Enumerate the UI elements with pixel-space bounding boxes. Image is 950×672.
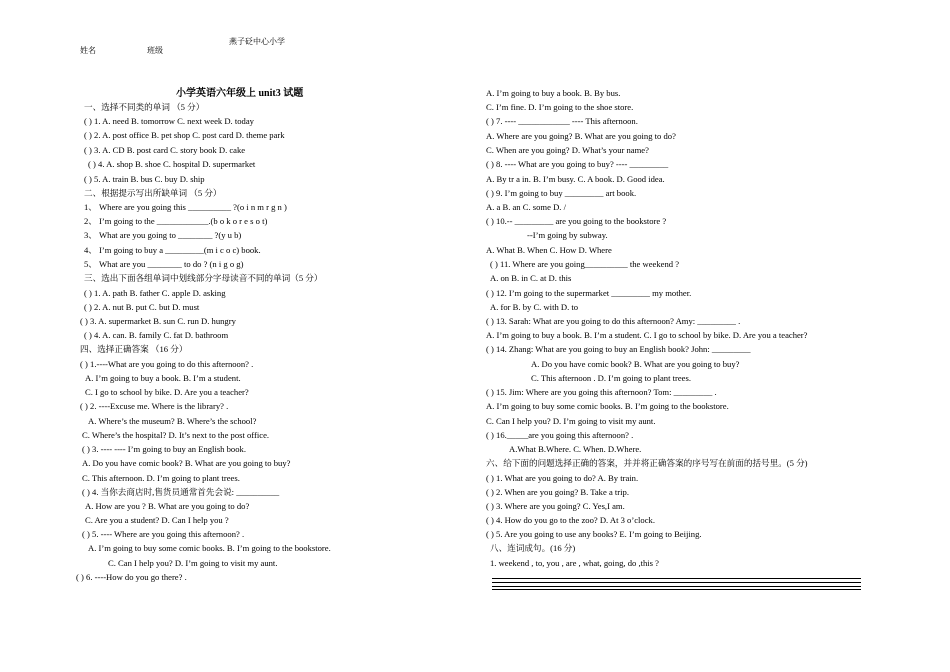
option-line: A. a B. an C. some D. /	[486, 202, 566, 212]
section-4-heading: 四、选择正确答案 （16 分）	[80, 344, 188, 354]
class-label: 班级	[147, 46, 163, 55]
section-1-heading: 一、选择不同类的单词 （5 分）	[84, 102, 205, 112]
answer-rule	[492, 578, 861, 579]
section-3-heading: 三、选出下面各组单词中划线部分字母读音不同的单词（5 分）	[84, 273, 323, 283]
section-8-heading: 八、连词成句。(16 分)	[490, 543, 576, 553]
question-line: ( ) 14. Zhang: What are you going to buy an English book? John: _________	[486, 344, 751, 354]
option-line: A. on B. in C. at D. this	[490, 273, 572, 283]
question-line: ( ) 13. Sarah: What are you going to do this afternoon? Amy: _________ .	[486, 316, 741, 326]
match-line: ( ) 5. Are you going to use any books? E. I’m going to Beijing.	[486, 529, 702, 539]
page-title: 小学英语六年级上 unit3 试题	[176, 88, 304, 99]
answer-rule	[492, 586, 861, 587]
match-line: ( ) 4. How do you go to the zoo? D. At 3 o’clock.	[486, 515, 655, 525]
option-line: C. This afternoon . D. I’m going to plant trees.	[531, 373, 691, 383]
question-line: ( ) 2. A. post office B. pet shop C. post card D. theme park	[84, 130, 285, 140]
question-line: ( ) 5. ---- Where are you going this afternoon? .	[82, 529, 245, 539]
answer-rule	[492, 589, 861, 590]
option-line: C. Can I help you? D. I’m going to visit my aunt.	[486, 416, 656, 426]
answer-rule	[492, 582, 861, 583]
question-line: ( ) 3. A. CD B. post card C. story book D. cake	[84, 145, 246, 155]
question-line: ( ) 1. A. path B. father C. apple D. asking	[84, 288, 226, 298]
question-line: ( ) 3. A. supermarket B. sun C. run D. hungry	[80, 316, 236, 326]
question-line: ( ) 16._____are you going this afternoon? .	[486, 430, 634, 440]
option-line: C. I go to school by bike. D. Are you a teacher?	[85, 387, 249, 397]
option-line: C. Are you a student? D. Can I help you ?	[85, 515, 229, 525]
question-line: 4、 I’m going to buy a _________(m i c o c) book.	[84, 245, 261, 255]
section-6-heading: 六、给下面的问题选择正确的答案，并并将正确答案的序号写在前面的括号里。(5 分)	[486, 458, 808, 468]
question-line: ( ) 2. ----Excuse me. Where is the library? .	[80, 401, 229, 411]
match-line: ( ) 2. When are you going? B. Take a trip.	[486, 487, 629, 497]
option-line: C. Where’s the hospital? D. It’s next to the post office.	[82, 430, 270, 440]
question-line: 2、 I’m going to the ____________.(b o k o r e s o t)	[84, 216, 268, 226]
answer-line: --I’m going by subway.	[527, 230, 608, 240]
question-line: ( ) 1.----What are you going to do this afternoon? .	[80, 359, 254, 369]
question-line: ( ) 8. ---- What are you going to buy? ---- _________	[486, 159, 669, 169]
option-line: A. How are you ? B. What are you going to do?	[85, 501, 250, 511]
question-line: ( ) 4. 当你去商店时,售货员通常首先会说: __________	[82, 487, 280, 497]
question-line: ( ) 4. A. shop B. shoe C. hospital D. supermarket	[88, 159, 256, 169]
match-line: ( ) 1. What are you going to do? A. By train.	[486, 473, 639, 483]
question-line: ( ) 15. Jim: Where are you going this afternoon? Tom: _________ .	[486, 387, 717, 397]
option-line: A. Do you have comic book? B. What are you going to buy?	[531, 359, 740, 369]
question-line: ( ) 7. ---- ____________ ---- This afternoon.	[486, 116, 638, 126]
question-line: 1、 Where are you going this __________ ?(o i n m r g n )	[84, 202, 287, 212]
question-line: ( ) 1. A. need B. tomorrow C. next week D. today	[84, 116, 254, 126]
option-line: A. I’m going to buy a book. B. By bus.	[486, 88, 621, 98]
question-line: ( ) 6. ----How do you go there? .	[76, 572, 187, 582]
question-line: ( ) 2. A. nut B. put C. but D. must	[84, 302, 200, 312]
question-line: 1. weekend , to, you , are , what, going, do ,this ?	[490, 558, 659, 568]
option-line: A. I’m going to buy some comic books. B. I’m going to the bookstore.	[486, 401, 729, 411]
section-2-heading: 二、根据提示写出所缺单词 （5 分）	[84, 188, 222, 198]
option-line: A.What B.Where. C. When. D.Where.	[509, 444, 642, 454]
option-line: A. I’m going to buy a book. B. I’m a student. C. I go to school by bike. D. Are you a teacher?	[486, 330, 808, 340]
school-name: 燕子砭中心小学	[229, 37, 285, 46]
option-line: A. By tr a in. B. I’m busy. C. A book. D. Good idea.	[486, 174, 665, 184]
option-line: C. Can I help you? D. I’m going to visit my aunt.	[108, 558, 278, 568]
question-line: ( ) 12. I’m going to the supermarket _________ my mother.	[486, 288, 692, 298]
question-line: ( ) 4. A. can. B. family C. fat D. bathroom	[84, 330, 229, 340]
option-line: C. I’m fine. D. I’m going to the shoe store.	[486, 102, 634, 112]
question-line: ( ) 5. A. train B. bus C. buy D. ship	[84, 174, 205, 184]
option-line: A. I’m going to buy some comic books. B. I’m going to the bookstore.	[88, 543, 331, 553]
option-line: A. I’m going to buy a book. B. I’m a student.	[85, 373, 241, 383]
question-line: ( ) 3. ---- ---- I’m going to buy an English book.	[82, 444, 246, 454]
question-line: ( ) 11. Where are you going__________ the weekend ?	[490, 259, 680, 269]
option-line: A. Do you have comic book? B. What are you going to buy?	[82, 458, 291, 468]
option-line: A. Where are you going? B. What are you going to do?	[486, 131, 676, 141]
question-line: 3、 What are you going to ________ ?(y u b)	[84, 230, 242, 240]
option-line: C. This afternoon. D. I’m going to plant trees.	[82, 473, 240, 483]
option-line: A. What B. When C. How D. Where	[486, 245, 612, 255]
match-line: ( ) 3. Where are you going? C. Yes,I am.	[486, 501, 625, 511]
name-label: 姓名	[80, 46, 96, 55]
option-line: A. Where’s the museum? B. Where’s the school?	[88, 416, 257, 426]
question-line: ( ) 10.-- _________ are you going to the bookstore ?	[486, 216, 667, 226]
option-line: A. for B. by C. with D. to	[490, 302, 579, 312]
option-line: C. When are you going? D. What’s your name?	[486, 145, 649, 155]
question-line: 5、 What are you ________ to do ? (n i g o g)	[84, 259, 244, 269]
question-line: ( ) 9. I’m going to buy _________ art book.	[486, 188, 637, 198]
